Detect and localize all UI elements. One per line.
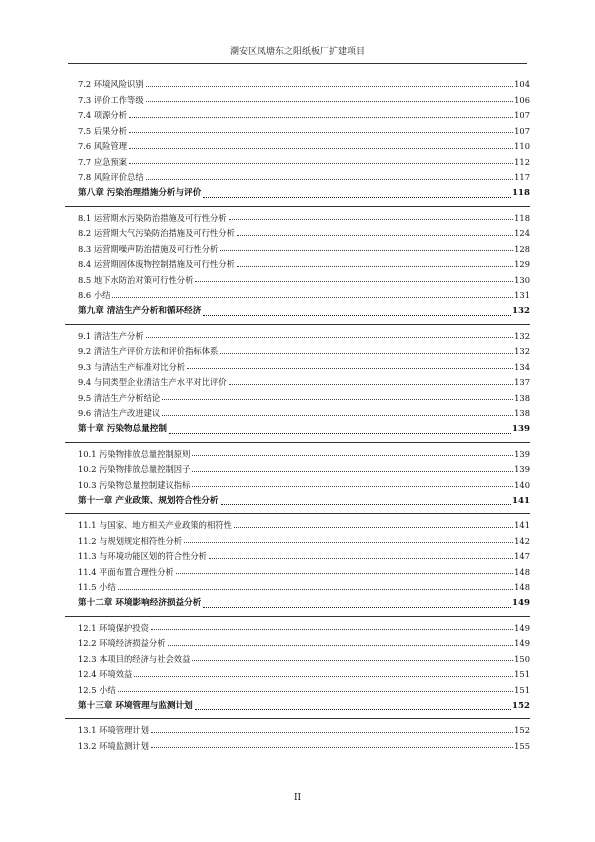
toc-section-entry[interactable]: [78, 402, 530, 418]
toc-entry-label: 7.5 后果分析: [78, 125, 128, 136]
toc-leader-dots: [229, 219, 514, 220]
header-rule: [68, 63, 527, 64]
toc-page-number: 117: [514, 172, 530, 183]
toc-section-entry[interactable]: [78, 151, 530, 167]
toc-leader-dots: [162, 415, 513, 416]
toc-entry-label: 第十三章 环境管理与监测计划: [78, 700, 193, 711]
toc-page-number: 132: [512, 306, 530, 317]
toc-page-number: 138: [514, 408, 530, 419]
toc-section-entry[interactable]: [78, 387, 530, 403]
toc-entry-label: 9.5 清洁生产分析结论: [78, 392, 161, 403]
toc-section-entry[interactable]: [78, 514, 530, 530]
toc-chapter-block: [65, 418, 530, 443]
toc-leader-dots: [209, 558, 513, 559]
toc-leader-dots: [203, 607, 511, 608]
toc-chapter-block: [65, 592, 530, 617]
toc-page-number: 151: [514, 669, 530, 680]
toc-page-number: 134: [514, 361, 530, 372]
toc-leader-dots: [169, 433, 511, 434]
toc-page-number: 139: [514, 464, 530, 475]
toc-section-entry[interactable]: [78, 530, 530, 546]
toc-entry-label: 7.7 应急预案: [78, 156, 128, 167]
toc-page-number: 141: [512, 495, 530, 506]
toc-entry-label: 9.4 与同类型企业清洁生产水平对比评价: [78, 377, 227, 388]
toc-page-number: 138: [514, 392, 530, 403]
toc-leader-dots: [229, 384, 514, 385]
toc-leader-dots: [151, 747, 513, 748]
toc-section-entry[interactable]: [78, 253, 530, 269]
toc-section-entry[interactable]: [78, 735, 530, 751]
toc-page-number: 118: [512, 188, 530, 199]
toc-section-entry[interactable]: [78, 632, 530, 648]
toc-section-entry[interactable]: [78, 73, 530, 89]
toc-section-entry[interactable]: [78, 135, 530, 151]
toc-leader-dots: [203, 197, 511, 198]
toc-section-entry[interactable]: [78, 104, 530, 120]
toc-entry-label: 7.6 风险管理: [78, 141, 128, 152]
running-header: 潮安区凤塘东之阳纸板厂扩建项目: [229, 47, 365, 57]
toc-section-entry[interactable]: [78, 356, 530, 372]
toc-page-number: 149: [512, 598, 530, 609]
toc-entry-label: 8.4 运营期固体废物控制措施及可行性分析: [78, 259, 235, 270]
toc-page-number: 132: [514, 346, 530, 357]
toc-chapter-block: [65, 300, 530, 325]
toc-entry-label: 8.5 地下水防治对策可行性分析: [78, 274, 194, 285]
toc-page-number: 148: [514, 566, 530, 577]
toc-page-number: 150: [514, 653, 530, 664]
page-number: II: [293, 793, 302, 803]
toc-page-number: 112: [514, 156, 530, 167]
toc-page-number: 118: [514, 212, 530, 223]
toc-entry-label: 11.2 与规划规定相符性分析: [78, 535, 183, 546]
toc-page-number: 149: [514, 638, 530, 649]
toc-section-entry[interactable]: [78, 719, 530, 735]
toc-leader-dots: [234, 527, 513, 528]
toc-section-entry[interactable]: [78, 325, 530, 341]
toc-entry-label: 9.2 清洁生产评价方法和评价指标体系: [78, 346, 219, 357]
toc-leader-dots: [203, 315, 511, 316]
toc-leader-dots: [184, 542, 513, 543]
toc-page-number: 130: [514, 274, 530, 285]
toc-leader-dots: [146, 337, 514, 338]
toc-leader-dots: [112, 297, 513, 298]
toc-entry-label: 10.2 污染物排放总量控制因子: [78, 464, 191, 475]
toc-section-entry[interactable]: [78, 663, 530, 679]
toc-page-number: 131: [514, 290, 530, 301]
toc-chapter-block: [65, 694, 530, 719]
toc-leader-dots: [237, 235, 513, 236]
toc-section-entry[interactable]: [78, 545, 530, 561]
toc-section-entry[interactable]: [78, 679, 530, 695]
toc-section-entry[interactable]: [78, 648, 530, 664]
toc-entry-label: 12.2 环境经济损益分析: [78, 638, 166, 649]
toc-page-number: 110: [514, 141, 530, 152]
toc-entry-label: 第十一章 产业政策、规划符合性分析: [78, 495, 219, 506]
toc-leader-dots: [220, 353, 513, 354]
toc-entry-label: 10.3 污染物总量控制建议指标: [78, 479, 191, 490]
toc-leader-dots: [221, 504, 512, 505]
toc-leader-dots: [220, 250, 513, 251]
toc-page-number: 137: [514, 377, 530, 388]
toc-page-number: 140: [514, 479, 530, 490]
toc-chapter-entry[interactable]: [78, 489, 530, 513]
toc-entry-label: 8.2 运营期大气污染防治措施及可行性分析: [78, 228, 235, 239]
toc-entry-label: 11.5 小结: [78, 582, 116, 593]
toc-page-number: 132: [514, 330, 530, 341]
toc-entry-label: 7.8 风险评价总结: [78, 172, 144, 183]
toc-page-number: 129: [514, 259, 530, 270]
toc-entry-label: 13.2 环境监测计划: [78, 740, 149, 751]
toc-leader-dots: [151, 629, 513, 630]
toc-section-entry[interactable]: [78, 443, 530, 459]
toc-leader-dots: [129, 132, 513, 133]
toc-chapter-entry[interactable]: [78, 418, 530, 442]
toc-leader-dots: [146, 86, 514, 87]
toc-section-entry[interactable]: [78, 617, 530, 633]
toc-page-number: 139: [514, 448, 530, 459]
toc-section-entry[interactable]: [78, 207, 530, 223]
toc-section-entry[interactable]: [78, 561, 530, 577]
toc-leader-dots: [192, 471, 513, 472]
toc-leader-dots: [195, 281, 513, 282]
toc-entry-label: 12.4 环境效益: [78, 669, 133, 680]
toc-section-entry[interactable]: [78, 576, 530, 592]
toc-page-number: 151: [514, 684, 530, 695]
toc-leader-dots: [146, 101, 514, 102]
toc-section-entry[interactable]: [78, 371, 530, 387]
toc-page-number: 107: [514, 110, 530, 121]
toc-entry-label: 13.1 环境管理计划: [78, 725, 149, 736]
toc-entry-label: 12.5 小结: [78, 684, 116, 695]
toc-leader-dots: [146, 179, 514, 180]
toc-leader-dots: [187, 368, 513, 369]
toc-entry-label: 9.6 清洁生产改进建议: [78, 408, 161, 419]
toc-section-entry[interactable]: [78, 269, 530, 285]
toc-chapter-entry[interactable]: [78, 592, 530, 616]
toc-section-entry[interactable]: [78, 166, 530, 182]
toc-entry-label: 12.3 本项目的经济与社会效益: [78, 653, 191, 664]
toc-leader-dots: [195, 709, 511, 710]
toc-entry-label: 8.3 运营期噪声防治措施及可行性分析: [78, 243, 219, 254]
toc-leader-dots: [237, 266, 513, 267]
toc-chapter-entry[interactable]: [78, 182, 530, 206]
toc-page-number: 106: [514, 94, 530, 105]
toc-leader-dots: [129, 117, 513, 118]
toc-section-entry[interactable]: [78, 284, 530, 300]
toc-leader-dots: [118, 691, 513, 692]
toc-entry-label: 11.4 平面布置合理性分析: [78, 566, 174, 577]
toc-leader-dots: [168, 645, 514, 646]
toc-section-entry[interactable]: [78, 120, 530, 136]
toc-entry-label: 第十章 污染物总量控制: [78, 424, 167, 435]
toc-leader-dots: [134, 676, 513, 677]
toc-section-entry[interactable]: [78, 222, 530, 238]
toc-leader-dots: [129, 148, 513, 149]
toc-entry-label: 第十二章 环境影响经济损益分析: [78, 598, 202, 609]
toc-leader-dots: [192, 455, 513, 456]
toc-page-number: 141: [514, 520, 530, 531]
toc-page-number: 107: [514, 125, 530, 136]
toc-chapter-block: [65, 182, 530, 207]
toc-page-number: 152: [514, 725, 530, 736]
toc-chapter-block: [65, 489, 530, 514]
toc-entry-label: 8.6 小结: [78, 290, 111, 301]
toc-section-entry[interactable]: [78, 474, 530, 490]
toc-page-number: 155: [514, 740, 530, 751]
toc-section-entry[interactable]: [78, 458, 530, 474]
toc-entry-label: 7.3 评价工作等级: [78, 94, 144, 105]
toc-entry-label: 9.3 与清洁生产标准对比分析: [78, 361, 186, 372]
toc-page-number: 124: [514, 228, 530, 239]
toc-entry-label: 8.1 运营期水污染防治措施及可行性分析: [78, 212, 227, 223]
toc-entry-label: 7.2 环境风险识别: [78, 79, 144, 90]
toc-entry-label: 9.1 清洁生产分析: [78, 330, 144, 341]
toc-leader-dots: [151, 732, 513, 733]
toc-section-entry[interactable]: [78, 238, 530, 254]
toc-page-number: 142: [514, 535, 530, 546]
toc-entry-label: 11.1 与国家、地方相关产业政策的相符性: [78, 520, 232, 531]
toc-chapter-entry[interactable]: [78, 300, 530, 324]
toc-page-number: 149: [514, 622, 530, 633]
toc-page-number: 147: [514, 551, 530, 562]
toc-leader-dots: [162, 399, 513, 400]
toc-entry-label: 7.4 项源分析: [78, 110, 128, 121]
toc-chapter-entry[interactable]: [78, 694, 530, 718]
toc-leader-dots: [192, 486, 513, 487]
toc-section-entry[interactable]: [78, 89, 530, 105]
toc-leader-dots: [118, 589, 513, 590]
toc-leader-dots: [176, 573, 513, 574]
toc-page-number: 148: [514, 582, 530, 593]
toc-page-number: 104: [514, 79, 530, 90]
toc-page-number: 152: [512, 700, 530, 711]
toc-entry-label: 10.1 污染物排放总量控制原则: [78, 448, 191, 459]
table-of-contents: [78, 73, 530, 750]
toc-page-number: 128: [514, 243, 530, 254]
toc-entry-label: 第九章 清洁生产分析和循环经济: [78, 306, 202, 317]
toc-leader-dots: [192, 660, 513, 661]
toc-entry-label: 12.1 环境保护投资: [78, 622, 149, 633]
toc-section-entry[interactable]: [78, 340, 530, 356]
toc-page-number: 139: [512, 424, 530, 435]
toc-entry-label: 第八章 污染治理措施分析与评价: [78, 188, 202, 199]
toc-leader-dots: [129, 163, 513, 164]
toc-entry-label: 11.3 与环境功能区划的符合性分析: [78, 551, 207, 562]
